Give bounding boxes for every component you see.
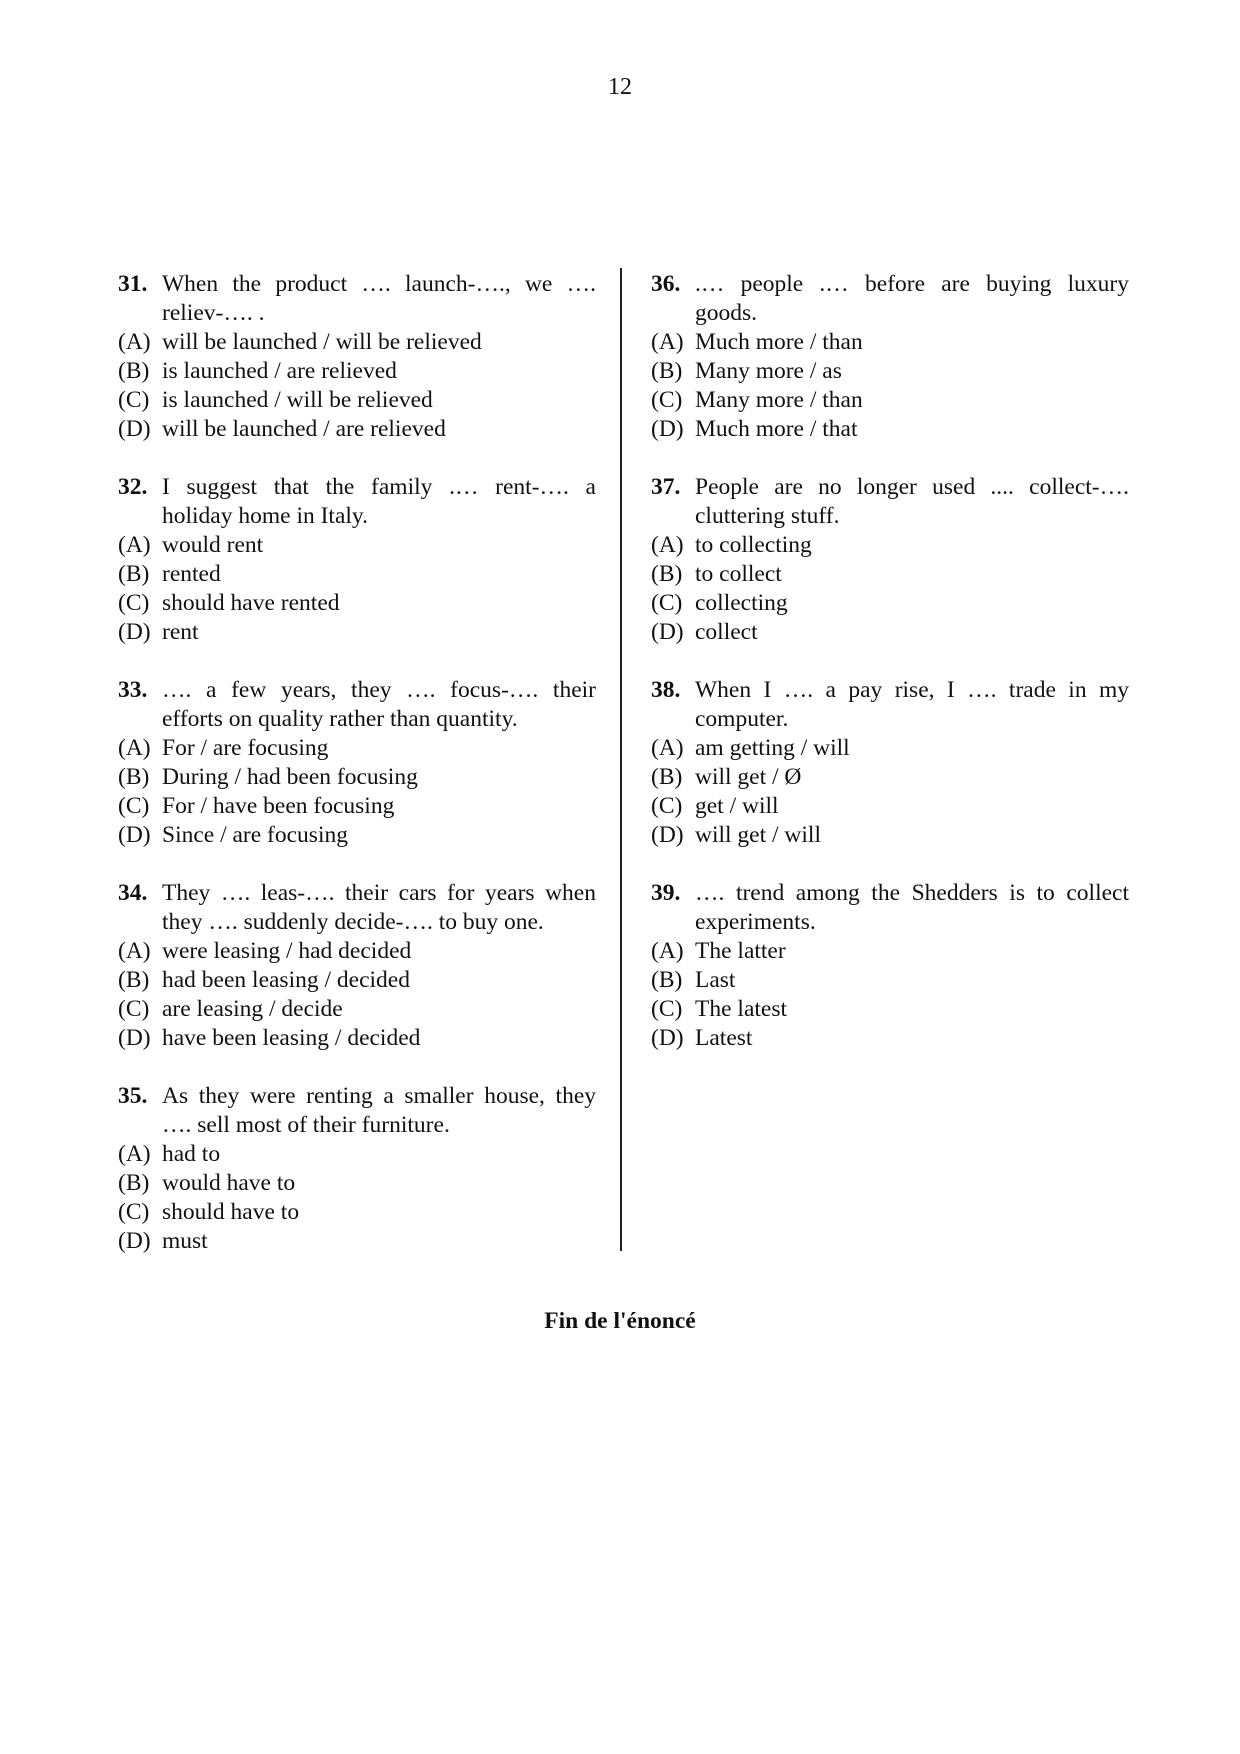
question-text: As they were renting a smaller house, they …. sell most of their furniture. bbox=[162, 1083, 596, 1138]
option-text: Much more / that bbox=[695, 416, 858, 442]
option-text: Many more / as bbox=[695, 358, 842, 384]
option-text: am getting / will bbox=[695, 735, 850, 761]
option-text: For / have been focusing bbox=[162, 793, 395, 819]
option-text: would rent bbox=[162, 532, 264, 558]
option-a bbox=[651, 937, 1129, 966]
option-letter: (C) bbox=[651, 996, 683, 1022]
option-letter: (C) bbox=[118, 387, 150, 413]
option-b bbox=[118, 560, 596, 589]
option-c bbox=[651, 386, 1129, 415]
question-32 bbox=[118, 473, 596, 647]
option-letter: (B) bbox=[118, 1170, 150, 1196]
question-text: When I …. a pay rise, I …. trade in my computer. bbox=[695, 677, 1129, 732]
question-number: 35. bbox=[118, 1083, 148, 1109]
question-text: They …. leas-…. their cars for years when they …. suddenly decide-…. to buy one. bbox=[162, 880, 596, 935]
option-a bbox=[118, 1140, 596, 1169]
option-letter: (A) bbox=[651, 532, 684, 558]
option-d bbox=[118, 1227, 596, 1256]
option-letter: (D) bbox=[118, 416, 151, 442]
option-letter: (D) bbox=[118, 822, 151, 848]
option-c bbox=[651, 995, 1129, 1024]
page-number: 12 bbox=[608, 74, 632, 100]
option-text: rent bbox=[162, 619, 199, 645]
option-a bbox=[651, 531, 1129, 560]
option-a bbox=[118, 531, 596, 560]
question-header bbox=[651, 676, 1129, 734]
question-36 bbox=[651, 270, 1129, 444]
option-letter: (A) bbox=[118, 329, 151, 355]
option-text: will get / will bbox=[695, 822, 821, 848]
question-header bbox=[118, 473, 596, 531]
option-b bbox=[651, 966, 1129, 995]
option-c bbox=[118, 386, 596, 415]
option-c bbox=[118, 589, 596, 618]
option-b bbox=[651, 763, 1129, 792]
option-d bbox=[118, 618, 596, 647]
option-text: is launched / will be relieved bbox=[162, 387, 433, 413]
option-letter: (A) bbox=[651, 329, 684, 355]
option-d bbox=[651, 1024, 1129, 1053]
option-d bbox=[118, 415, 596, 444]
question-35 bbox=[118, 1082, 596, 1256]
option-letter: (A) bbox=[651, 735, 684, 761]
end-of-exam-footer: Fin de l'énoncé bbox=[544, 1308, 696, 1334]
option-letter: (A) bbox=[118, 735, 151, 761]
option-text: The latter bbox=[695, 938, 786, 964]
option-text: During / had been focusing bbox=[162, 764, 418, 790]
option-text: are leasing / decide bbox=[162, 996, 343, 1022]
option-text: get / will bbox=[695, 793, 779, 819]
option-text: Latest bbox=[695, 1025, 753, 1051]
option-c bbox=[651, 792, 1129, 821]
option-text: had to bbox=[162, 1141, 221, 1167]
option-letter: (D) bbox=[651, 822, 684, 848]
option-letter: (B) bbox=[118, 358, 150, 384]
question-number: 36. bbox=[651, 271, 681, 297]
option-letter: (B) bbox=[118, 561, 150, 587]
question-text: …. trend among the Shedders is to collect experiments. bbox=[695, 880, 1129, 935]
question-header bbox=[118, 676, 596, 734]
option-text: were leasing / had decided bbox=[162, 938, 412, 964]
option-text: Much more / than bbox=[695, 329, 863, 355]
option-letter: (A) bbox=[118, 532, 151, 558]
option-text: For / are focusing bbox=[162, 735, 329, 761]
option-letter: (D) bbox=[651, 416, 684, 442]
option-letter: (B) bbox=[651, 358, 683, 384]
right-column bbox=[651, 270, 1129, 1082]
option-text: rented bbox=[162, 561, 221, 587]
option-text: would have to bbox=[162, 1170, 296, 1196]
question-header bbox=[651, 270, 1129, 328]
option-b bbox=[118, 1169, 596, 1198]
question-39 bbox=[651, 879, 1129, 1053]
option-c bbox=[651, 589, 1129, 618]
question-37 bbox=[651, 473, 1129, 647]
option-text: collect bbox=[695, 619, 758, 645]
question-header bbox=[118, 270, 596, 328]
option-a bbox=[118, 328, 596, 357]
question-31 bbox=[118, 270, 596, 444]
option-b bbox=[118, 966, 596, 995]
option-letter: (A) bbox=[118, 1141, 151, 1167]
option-b bbox=[118, 763, 596, 792]
option-b bbox=[118, 357, 596, 386]
option-text: will be launched / are relieved bbox=[162, 416, 446, 442]
option-a bbox=[651, 328, 1129, 357]
question-number: 37. bbox=[651, 474, 681, 500]
option-text: will be launched / will be relieved bbox=[162, 329, 482, 355]
option-text: should have rented bbox=[162, 590, 340, 616]
option-text: should have to bbox=[162, 1199, 300, 1225]
option-text: to collect bbox=[695, 561, 782, 587]
question-33 bbox=[118, 676, 596, 850]
question-number: 33. bbox=[118, 677, 148, 703]
option-text: The latest bbox=[695, 996, 788, 1022]
question-number: 38. bbox=[651, 677, 681, 703]
question-text: People are no longer used .... collect-…. cluttering stuff. bbox=[695, 474, 1129, 529]
option-letter: (C) bbox=[651, 387, 683, 413]
option-letter: (B) bbox=[651, 561, 683, 587]
question-text: I suggest that the family .… rent-…. a holiday home in Italy. bbox=[162, 474, 596, 529]
option-d bbox=[118, 1024, 596, 1053]
option-text: had been leasing / decided bbox=[162, 967, 410, 993]
option-text: Many more / than bbox=[695, 387, 863, 413]
option-text: have been leasing / decided bbox=[162, 1025, 421, 1051]
option-letter: (B) bbox=[651, 764, 683, 790]
option-letter: (C) bbox=[651, 590, 683, 616]
option-letter: (D) bbox=[651, 619, 684, 645]
option-text: will get / Ø bbox=[695, 764, 802, 790]
question-text: …. a few years, they …. focus-…. their efforts on quality rather than quantity. bbox=[162, 677, 596, 732]
option-letter: (A) bbox=[118, 938, 151, 964]
question-34 bbox=[118, 879, 596, 1053]
option-letter: (A) bbox=[651, 938, 684, 964]
option-text: Last bbox=[695, 967, 736, 993]
left-column bbox=[118, 270, 596, 1285]
option-a bbox=[118, 937, 596, 966]
option-c bbox=[118, 792, 596, 821]
option-d bbox=[651, 821, 1129, 850]
option-letter: (B) bbox=[118, 764, 150, 790]
option-letter: (C) bbox=[118, 1199, 150, 1225]
option-d bbox=[651, 618, 1129, 647]
option-letter: (C) bbox=[118, 996, 150, 1022]
option-text: collecting bbox=[695, 590, 788, 616]
option-c bbox=[118, 995, 596, 1024]
question-header bbox=[118, 879, 596, 937]
option-b bbox=[651, 357, 1129, 386]
question-number: 31. bbox=[118, 271, 148, 297]
option-a bbox=[651, 734, 1129, 763]
question-header bbox=[118, 1082, 596, 1140]
question-38 bbox=[651, 676, 1129, 850]
option-letter: (D) bbox=[651, 1025, 684, 1051]
option-d bbox=[118, 821, 596, 850]
option-letter: (D) bbox=[118, 1228, 151, 1254]
option-a bbox=[118, 734, 596, 763]
option-text: Since / are focusing bbox=[162, 822, 348, 848]
option-letter: (B) bbox=[118, 967, 150, 993]
option-letter: (B) bbox=[651, 967, 683, 993]
option-text: is launched / are relieved bbox=[162, 358, 397, 384]
option-letter: (C) bbox=[118, 590, 150, 616]
question-text: .… people .… before are buying luxury goods. bbox=[695, 271, 1129, 326]
question-text: When the product …. launch-…., we …. reliev-…. . bbox=[162, 271, 596, 326]
option-text: to collecting bbox=[695, 532, 812, 558]
option-letter: (C) bbox=[651, 793, 683, 819]
option-d bbox=[651, 415, 1129, 444]
option-letter: (D) bbox=[118, 619, 151, 645]
option-b bbox=[651, 560, 1129, 589]
option-c bbox=[118, 1198, 596, 1227]
question-number: 39. bbox=[651, 880, 681, 906]
option-letter: (C) bbox=[118, 793, 150, 819]
question-header bbox=[651, 879, 1129, 937]
question-number: 32. bbox=[118, 474, 148, 500]
option-letter: (D) bbox=[118, 1025, 151, 1051]
question-header bbox=[651, 473, 1129, 531]
question-number: 34. bbox=[118, 880, 148, 906]
option-text: must bbox=[162, 1228, 208, 1254]
column-divider bbox=[620, 268, 622, 1251]
